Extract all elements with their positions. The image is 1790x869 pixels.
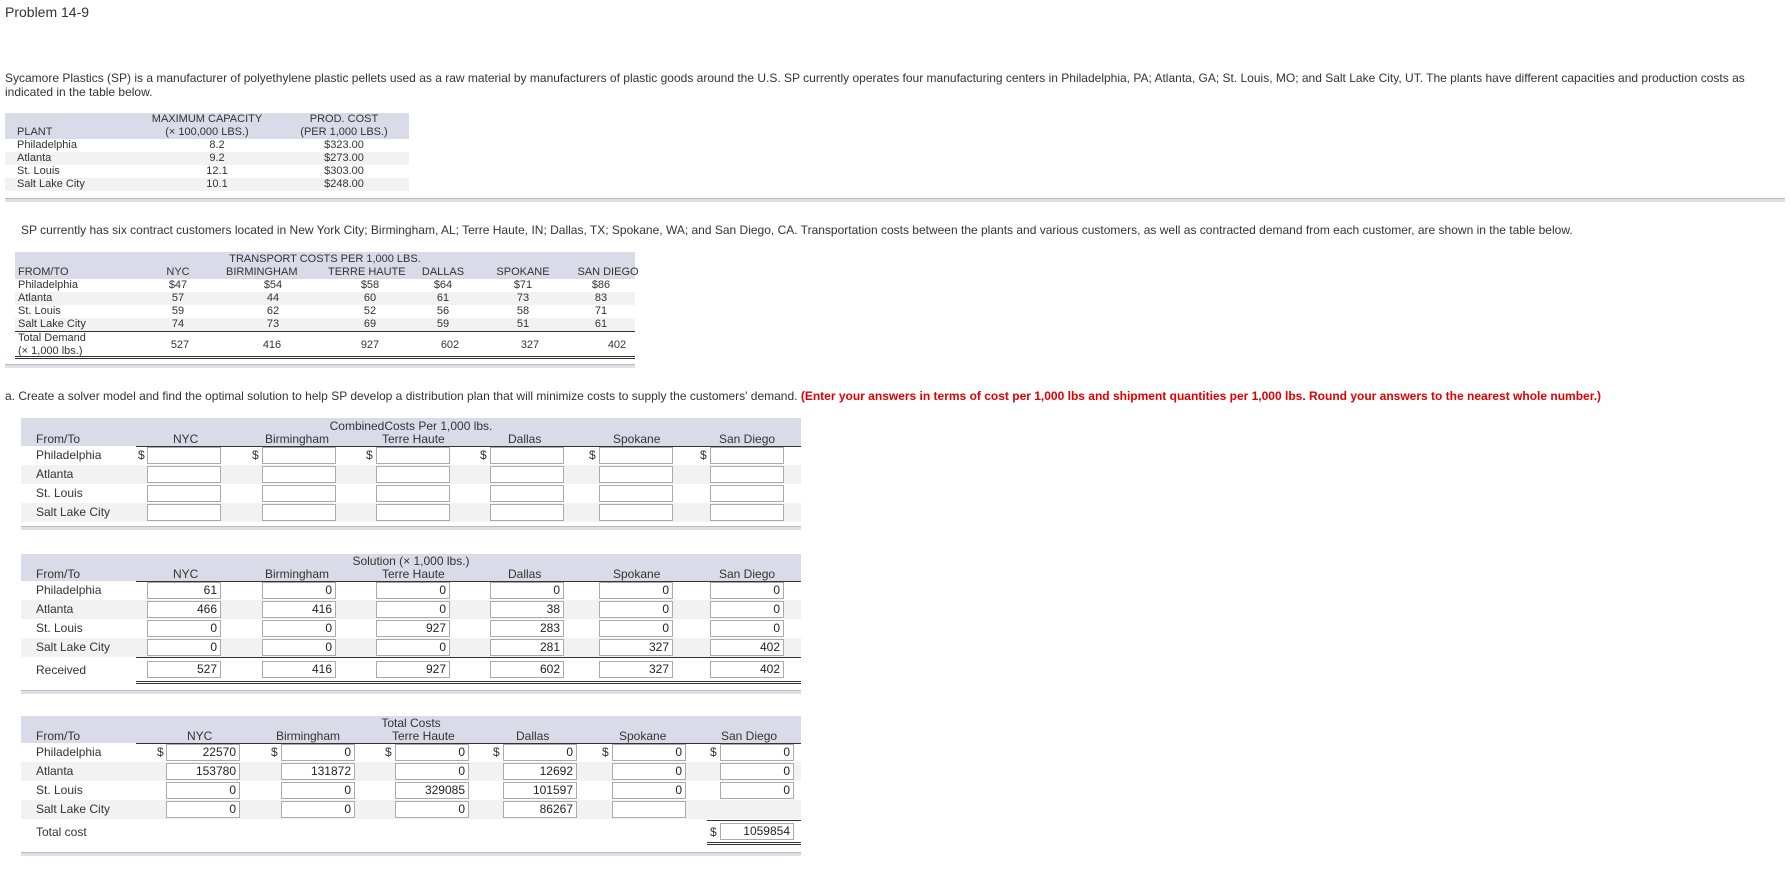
col-header-capacity-units: (× 100,000 LBS.) [165,126,249,138]
total-cost-cell[interactable]: 22570 [166,744,240,761]
combined-cost-input[interactable] [147,504,221,521]
total-cost-cell[interactable]: 329085 [395,782,469,799]
solution-table [21,554,801,688]
total-cost-cell[interactable]: 0 [720,763,794,780]
solution-cell[interactable]: 402 [710,639,784,656]
question-a: a. Create a solver model and find the optimal solution to help SP develop a distribution plan that will minimize costs to supply the customers' demand. (Enter your answers in terms of cost per 1,000 lbs and shipment quantities per 1,000 lbs. Round your answers to the nearest whole number.) [5,389,1602,403]
row-label: St. Louis [36,621,83,635]
currency-symbol: $ [138,448,145,462]
total-cost-cell[interactable]: 153780 [166,763,240,780]
currency-symbol: $ [589,448,596,462]
demand-units: (× 1,000 lbs.) [18,345,83,357]
demand-value: 327 [520,339,540,351]
solution-cell[interactable]: 0 [147,620,221,637]
col-header: San Diego [721,729,778,743]
solution-caption: Solution (× 1,000 lbs.) [352,554,470,568]
combined-cost-input[interactable] [262,485,336,502]
col-header: Dallas [516,729,550,743]
received-cell[interactable]: 602 [490,661,564,678]
divider [5,198,1785,202]
table-row: St. Louis 12.1 $303.00 [17,165,364,177]
demand-value: 602 [440,339,460,351]
row-label: Philadelphia [36,745,102,759]
total-costs-table [21,716,801,850]
row-label: Philadelphia [36,583,102,597]
row-label: St. Louis [36,783,83,797]
col-header: Terre Haute [382,567,445,581]
combined-cost-input[interactable] [376,466,450,483]
row-label: Salt Lake City [36,640,111,654]
combined-cost-input[interactable] [376,504,450,521]
combined-cost-input[interactable] [710,466,784,483]
col-header: Birmingham [276,729,341,743]
combined-cost-input[interactable] [490,485,564,502]
col-header: DALLAS [421,266,465,278]
combined-cost-input[interactable] [147,485,221,502]
col-header-plant: PLANT [17,126,53,138]
currency-symbol: $ [366,448,373,462]
solution-cell[interactable]: 327 [599,639,673,656]
demand-label: Total Demand [18,332,86,344]
demand-value: 402 [607,339,627,351]
transport-caption: TRANSPORT COSTS PER 1,000 LBS. [229,253,421,265]
combined-cost-input[interactable] [490,447,564,464]
currency-symbol: $ [710,825,717,839]
solution-cell[interactable]: 416 [262,601,336,618]
row-label: Atlanta [36,602,74,616]
total-cost-label: Total cost [36,825,87,839]
solution-cell[interactable]: 466 [147,601,221,618]
col-header: NYC [173,567,199,581]
combined-cost-input[interactable] [262,504,336,521]
col-header: SAN DIEGO [577,266,639,278]
combined-cost-input[interactable] [147,447,221,464]
total-cost-cell[interactable]: 0 [166,801,240,818]
combined-cost-input[interactable] [599,466,673,483]
table-row: Atlanta 9.2 $273.00 [5,152,409,165]
solution-cell[interactable]: 283 [490,620,564,637]
col-header-fromto: From/To [36,729,81,743]
row-label: Atlanta [36,764,74,778]
received-label: Received [36,663,87,677]
combined-cost-input[interactable] [710,447,784,464]
row-label: Philadelphia [36,448,102,462]
total-cost-cell[interactable]: 0 [166,782,240,799]
solution-cell[interactable]: 0 [599,601,673,618]
row-label: Salt Lake City [36,802,111,816]
total-cost-cell[interactable]: 0 [395,763,469,780]
solution-cell[interactable]: 281 [490,639,564,656]
total-cost-cell[interactable]: 0 [503,744,577,761]
solution-cell[interactable]: 0 [376,601,450,618]
received-cell[interactable]: 416 [262,661,336,678]
solution-cell[interactable]: 0 [710,582,784,599]
total-cost-cell[interactable]: 86267 [503,801,577,818]
plant-table [5,113,409,193]
received-cell[interactable]: 327 [599,661,673,678]
total-cost-cell[interactable]: 0 [281,801,355,818]
col-header: SPOKANE [496,266,550,278]
col-header: NYC [187,729,213,743]
currency-symbol: $ [385,745,392,759]
solution-cell[interactable]: 0 [710,601,784,618]
solution-cell[interactable]: 0 [599,582,673,599]
currency-symbol: $ [157,745,164,759]
instruction-text: (Enter your answers in terms of cost per 1,000 lbs and shipment quantities per 1,000 lbs. Round your answers to the nearest whole number.) [800,389,1602,403]
total-cost-cell[interactable]: 0 [395,744,469,761]
total-cost-cell[interactable]: 12692 [503,763,577,780]
divider [21,690,801,694]
combined-cost-input[interactable] [147,466,221,483]
page-title: Problem 14-9 [5,4,90,20]
col-header: Dallas [508,567,542,581]
table-row: Philadelphia 8.2 $323.00 [17,139,364,151]
solution-cell[interactable]: 0 [147,639,221,656]
col-header: San Diego [719,567,776,581]
combined-costs-table [21,418,801,534]
col-header: NYC [173,432,199,446]
currency-symbol: $ [480,448,487,462]
col-header: Spokane [613,567,661,581]
col-header-fromto: From/To [36,432,81,446]
total-cost-cell[interactable]: 0 [395,801,469,818]
col-header: Terre Haute [382,432,445,446]
combined-caption: CombinedCosts Per 1,000 lbs. [329,419,493,433]
combined-cost-input[interactable] [490,466,564,483]
combined-cost-input[interactable] [599,447,673,464]
total-cost-cell[interactable]: 0 [720,744,794,761]
col-header: Spokane [619,729,667,743]
total-cost-cell[interactable]: 0 [612,744,686,761]
currency-symbol: $ [493,745,500,759]
col-header: Birmingham [265,567,330,581]
combined-cost-input[interactable] [599,485,673,502]
solution-cell[interactable]: 927 [376,620,450,637]
currency-symbol: $ [700,448,707,462]
solution-cell[interactable]: 61 [147,582,221,599]
total-cost-cell[interactable]: 0 [612,782,686,799]
currency-symbol: $ [602,745,609,759]
solution-cell[interactable]: 0 [262,639,336,656]
combined-cost-input[interactable] [599,504,673,521]
solution-cell[interactable]: 0 [376,639,450,656]
demand-value: 416 [262,339,282,351]
currency-symbol: $ [252,448,259,462]
total-cost-value[interactable]: 1059854 [720,823,794,840]
col-header: NYC [166,266,190,278]
col-header: Spokane [613,432,661,446]
transport-table: TRANSPORT COSTS PER 1,000 LBS. FROM/TO NYC BIRMINGHAM TERRE HAUTE DALLAS SPOKANE SAN DIEGO Philadelphia $47 $54 $58 $64 $71 $86 Atlanta 57 44 60 61 73 83 St. Louis 59 62 52 56 58 71 Salt Lake City 74 73 69 59 51 61 Total Demand (× 1,000 lbs.) 527 416 927 602 327 402 [15,252,635,360]
solution-cell[interactable]: 0 [262,620,336,637]
row-label: Atlanta [36,467,74,481]
total-cost-cell[interactable]: 0 [281,782,355,799]
total-cost-cell[interactable]: 0 [612,763,686,780]
col-header: Birmingham [265,432,330,446]
total-cost-cell[interactable] [612,801,686,818]
divider [5,364,635,368]
row-label: Salt Lake City [36,505,111,519]
solution-cell[interactable]: 0 [376,582,450,599]
totals-caption: Total Costs [381,716,441,730]
col-header-capacity: MAXIMUM CAPACITY [151,113,263,125]
received-cell[interactable]: 927 [376,661,450,678]
col-header-fromto: From/To [36,567,81,581]
intro-paragraph: Sycamore Plastics (SP) is a manufacturer of polyethylene plastic pellets used as a raw material by manufacturers of plastic goods around the U.S. SP currently operates four manufacturing centers in Philadelphia, PA; Atlanta, GA; St. Louis, MO; and Salt Lake City, UT. The plants have different capacities and production costs as indicated in the table below. [5,71,1745,99]
col-header: TERRE HAUTE [328,266,406,278]
combined-cost-input[interactable] [262,466,336,483]
solution-cell[interactable]: 0 [490,582,564,599]
combined-cost-input[interactable] [710,485,784,502]
solution-cell[interactable]: 0 [710,620,784,637]
combined-cost-input[interactable] [376,447,450,464]
currency-symbol: $ [710,745,717,759]
total-cost-cell[interactable]: 0 [720,782,794,799]
col-header: Dallas [508,432,542,446]
combined-cost-input[interactable] [490,504,564,521]
divider [21,852,801,856]
combined-cost-input[interactable] [710,504,784,521]
col-header-prod-cost-units: (PER 1,000 LBS.) [300,126,388,138]
solution-cell[interactable]: 38 [490,601,564,618]
divider [21,526,801,530]
total-cost-cell[interactable]: 101597 [503,782,577,799]
received-cell[interactable]: 527 [147,661,221,678]
col-header: BIRMINGHAM [226,266,298,278]
demand-value: 927 [360,339,380,351]
total-cost-cell[interactable]: 131872 [281,763,355,780]
col-header-fromto: FROM/TO [18,266,69,278]
combined-cost-input[interactable] [376,485,450,502]
solution-cell[interactable]: 0 [599,620,673,637]
table-row: Salt Lake City 10.1 $248.00 [5,178,409,191]
row-label: St. Louis [36,486,83,500]
combined-cost-input[interactable] [262,447,336,464]
col-header-prod-cost: PROD. COST [309,113,379,125]
received-cell[interactable]: 402 [710,661,784,678]
intro-paragraph-2: SP currently has six contract customers located in New York City; Birmingham, AL; Terre Haute, IN; Dallas, TX; Spokane, WA; and San Diego, CA. Transportation costs between the plants and various customers, as well as contracted demand from each customer, are shown in the table below. [21,223,1573,237]
solution-cell[interactable]: 0 [262,582,336,599]
col-header: Terre Haute [392,729,455,743]
col-header: San Diego [719,432,776,446]
currency-symbol: $ [271,745,278,759]
total-cost-cell[interactable]: 0 [281,744,355,761]
demand-value: 527 [170,339,190,351]
